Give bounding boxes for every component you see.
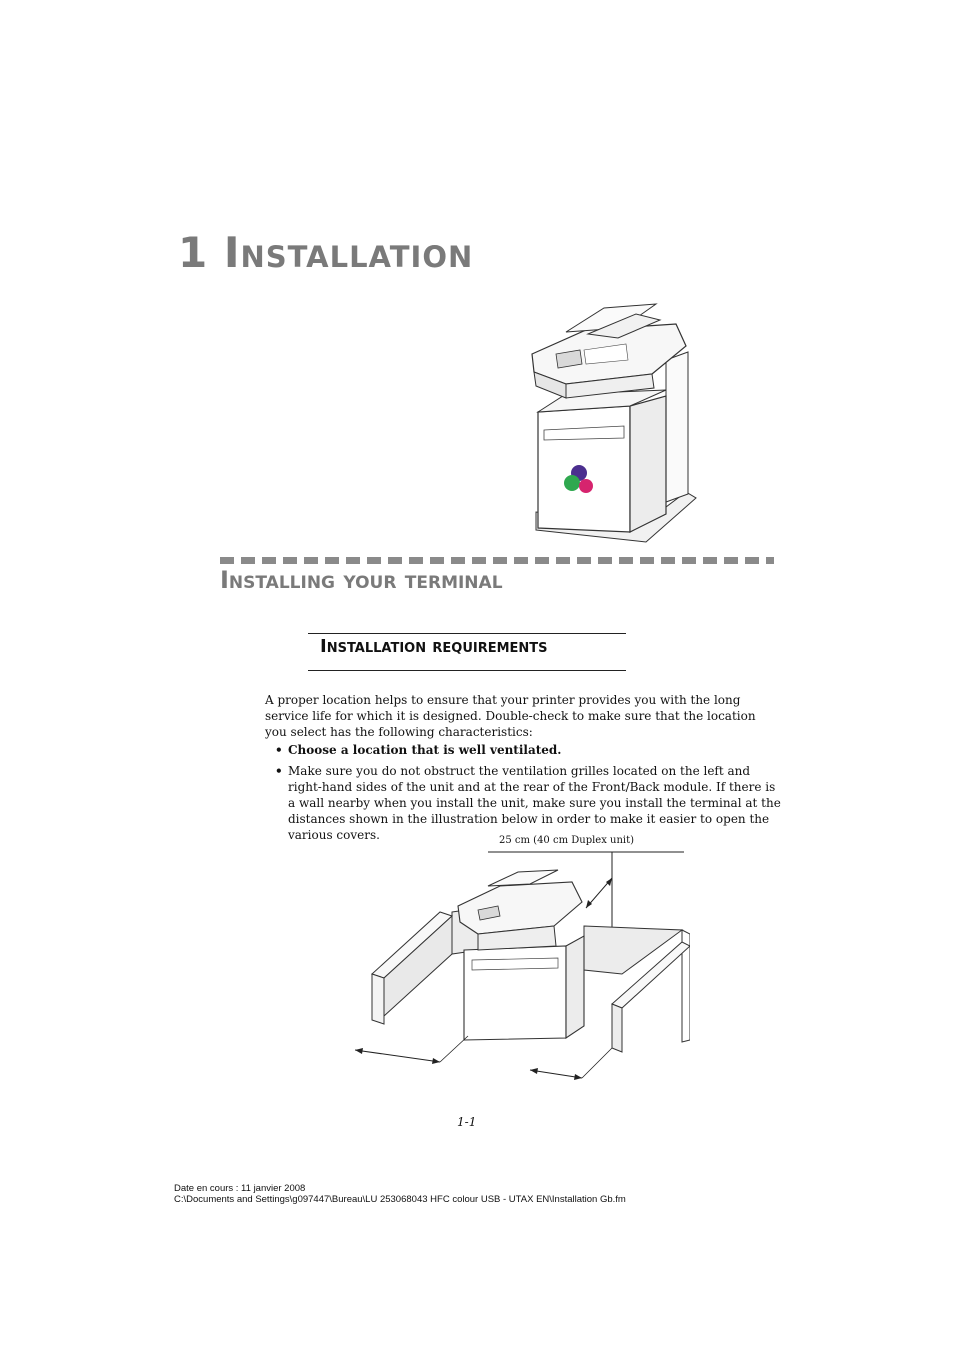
page-footer (174, 1183, 626, 1205)
list-item: • Make sure you do not obstruct the ventilation grilles located on the left and right-hand sides of the unit and at the rear of the Front/Back module. If there is a wall nearby when you install the unit, make sure you install the terminal at the distances shown in the illustration below in order to make it easier to open the various covers. (275, 763, 781, 843)
subsection-bottom-rule (308, 670, 626, 671)
chapter-title: 1 Installation (178, 228, 474, 277)
subsection-top-rule (308, 633, 626, 634)
logo-green-dot (564, 475, 580, 491)
list-item: • Choose a location that is well ventilated. (275, 742, 781, 758)
subsection-title: Installation requirements (320, 636, 548, 657)
intro-paragraph: A proper location helps to ensure that your printer provides you with the long service life for which it is designed. Double-check to make sure that the location you select has the following characteristics: (265, 693, 756, 739)
section-title: Installing your terminal (220, 566, 503, 594)
clearance-dimension-label: 25 cm (40 cm Duplex unit) (499, 835, 635, 846)
requirements-list (275, 742, 781, 848)
printer-illustration (526, 302, 702, 546)
logo-magenta-dot (579, 479, 593, 493)
clearance-diagram (350, 850, 690, 1085)
footer-path: C:\Documents and Settings\g097447\Bureau\LU 253068043 HFC colour USB - UTAX EN\Installation Gb.fm (174, 1194, 626, 1205)
footer-date: Date en cours : 11 janvier 2008 (174, 1183, 306, 1194)
page-number: 1-1 (457, 1115, 477, 1129)
section-dashed-rule (220, 557, 774, 564)
